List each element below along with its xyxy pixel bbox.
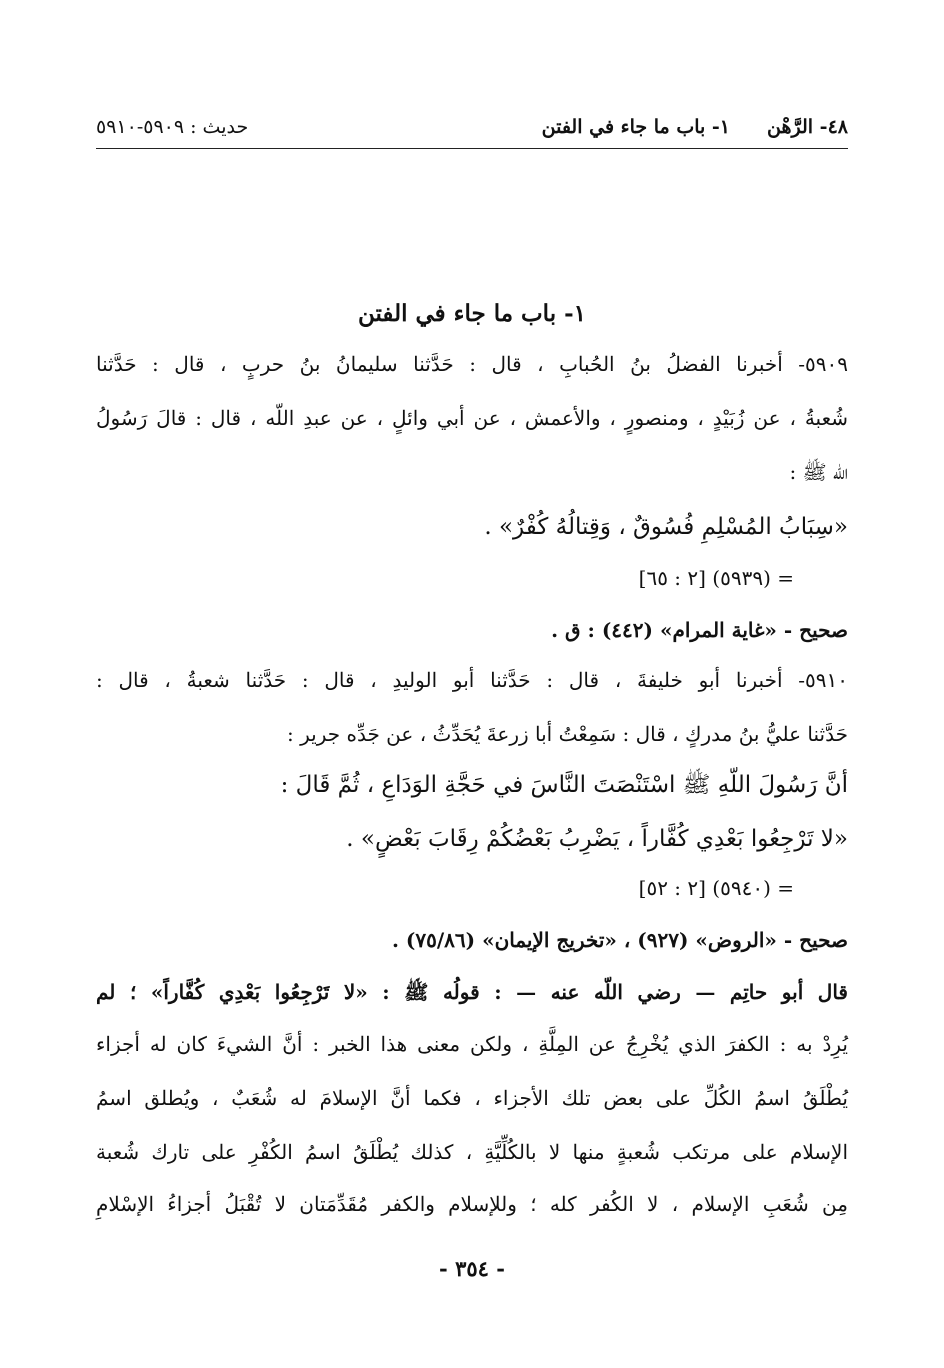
running-header: [96, 108, 848, 149]
page-number: - ٣٥٤ -: [439, 1256, 505, 1281]
cross-reference: = (٥٩٤٠) [٢ : ٥٢]: [638, 876, 794, 900]
header-chapter-title: ١- باب ما جاء في الفتن: [541, 116, 730, 138]
text-line: ٥٩١٠- أخبرنا أبو خليفةَ ، قال : حَدَّثنا أبو الوليدِ ، قال : حَدَّثنا شعبةُ ، قال :: [96, 668, 848, 692]
hadith-text: أنَّ رَسُولَ اللّهِ ﷺ اسْتَنْصَتَ النَّاسَ في حَجَّةِ الوَدَاعِ ، ثُمَّ قَالَ :: [280, 772, 848, 798]
commentary-line: قال أبو حاتِم — رضي اللّه عنه — : قولُه ﷺ : «لا تَرْجِعُوا بَعْدِي كُفَّاراً» ؛ لم: [96, 980, 848, 1004]
chapter-heading: ١- باب ما جاء في الفتن: [357, 300, 587, 327]
grading-line: صحيح - «الروض» (٩٢٧) ، «تخريج الإيمان» (٧٥/٨٦) .: [391, 928, 848, 952]
commentary-line: يُطْلَقُ اسمُ الكُلِّ على بعض تلك الأجزاء ، فكما أنَّ الإسلامَ له شُعَبٌ ، ويُطلق اسمُ: [96, 1086, 848, 1110]
hadith-text: «لا تَرْجِعُوا بَعْدِي كُفَّاراً ، يَضْرِبُ بَعْضُكُمْ رِقَابَ بَعْضٍ» .: [346, 826, 848, 852]
commentary-line: الإسلام على مرتكب شُعبةٍ منها لا بالكُلِّيَّةِ ، كذلك يُطْلَقُ اسمُ الكُفْرِ على تارك شُعبة: [96, 1140, 848, 1164]
text-line: اللّه ﷺ :: [789, 460, 848, 484]
commentary-line: مِن شُعَبِ الإسلام ، لا الكُفر كله ؛ وللإسلام والكفر مُقَدِّمَتان لا تُقْبَلُ أجزاءُ الإسْلامِ: [96, 1192, 848, 1216]
commentary-line: يُرِدْ به : الكفرَ الذي يُخْرِجُ عن المِلَّةِ ، ولكن معنى هذا الخبر : أنَّ الشيءَ كان له أجزاء: [96, 1032, 848, 1056]
text-line: حَدَّثنا عليُّ بنُ مدركٍ ، قال : سَمِعْتُ أبا زرعةَ يُحَدِّثُ ، عن جَدِّه جرير :: [287, 722, 848, 746]
cross-reference: = (٥٩٣٩) [٢ : ٦٥]: [638, 566, 794, 590]
header-book-title: ٤٨- الرَّهْن: [767, 116, 848, 138]
text-line: شُعبةُ ، عن زُبَيْدٍ ، ومنصورٍ ، والأعمش ، عن أبي وائلٍ ، عن عبدِ اللّه ، قال : قالَ رَسُولُ: [96, 406, 848, 430]
grading-line: صحيح - «غاية المرام» (٤٤٢) : ق .: [551, 618, 848, 642]
header-hadith-range: حديث : ٥٩٠٩-٥٩١٠: [96, 116, 249, 138]
text-line: ٥٩٠٩- أخبرنا الفضلُ بنُ الحُبابِ ، قال : حَدَّثنا سليمانُ بنُ حربٍ ، قال : حَدَّثنا: [96, 352, 848, 376]
hadith-text: «سِبَابُ المُسْلِمِ فُسُوقٌ ، وَقِتالُهُ كُفْرٌ» .: [484, 514, 848, 540]
